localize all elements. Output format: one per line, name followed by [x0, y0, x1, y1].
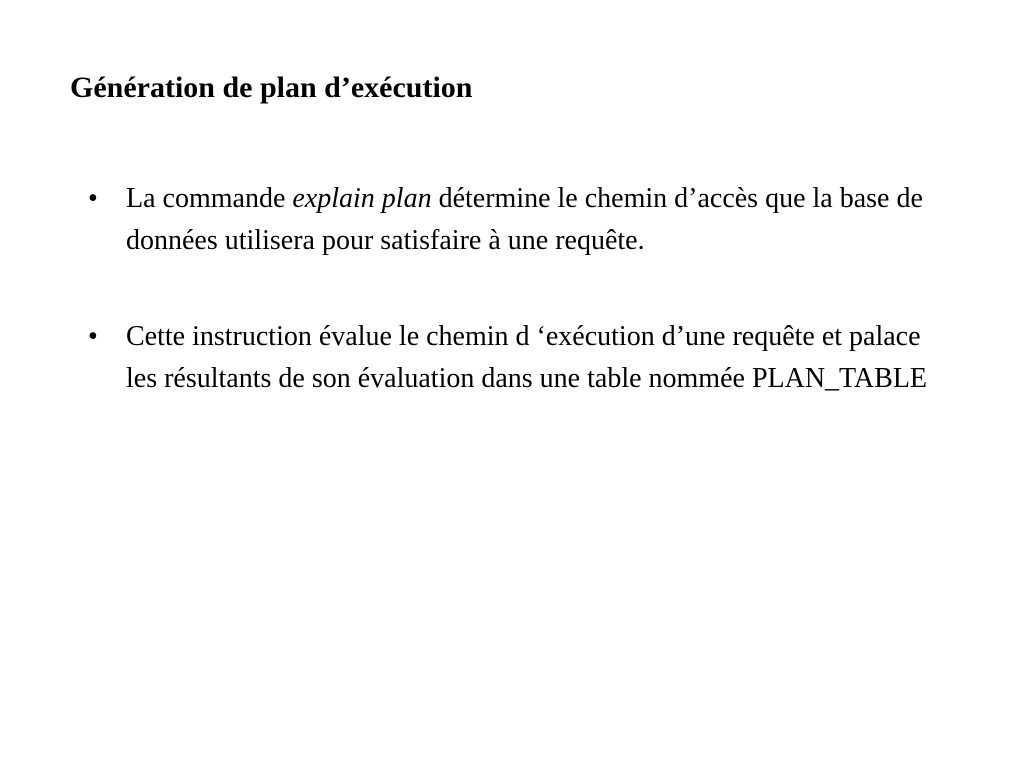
bullet-text-emphasis: explain plan	[292, 183, 432, 214]
bullet-text-rest: détermine le chemin d’accès que la base de données utilisera pour satisfaire à une requête.	[126, 183, 923, 256]
bullet-marker: •	[88, 183, 98, 214]
bullet-item-plan-table	[82, 316, 942, 400]
bullet-item-explain-plan	[82, 178, 942, 262]
bullet-text-intro: La commande	[126, 183, 293, 214]
bullet-text: Cette instruction évalue le chemin d ‘exécution d’une requête et palace les résultants de son évaluation dans une table nommée PLAN_TABLE	[126, 321, 928, 394]
slide-title: Génération de plan d’exécution	[70, 71, 473, 104]
bullet-list	[82, 178, 942, 400]
bullet-marker: •	[88, 321, 98, 352]
